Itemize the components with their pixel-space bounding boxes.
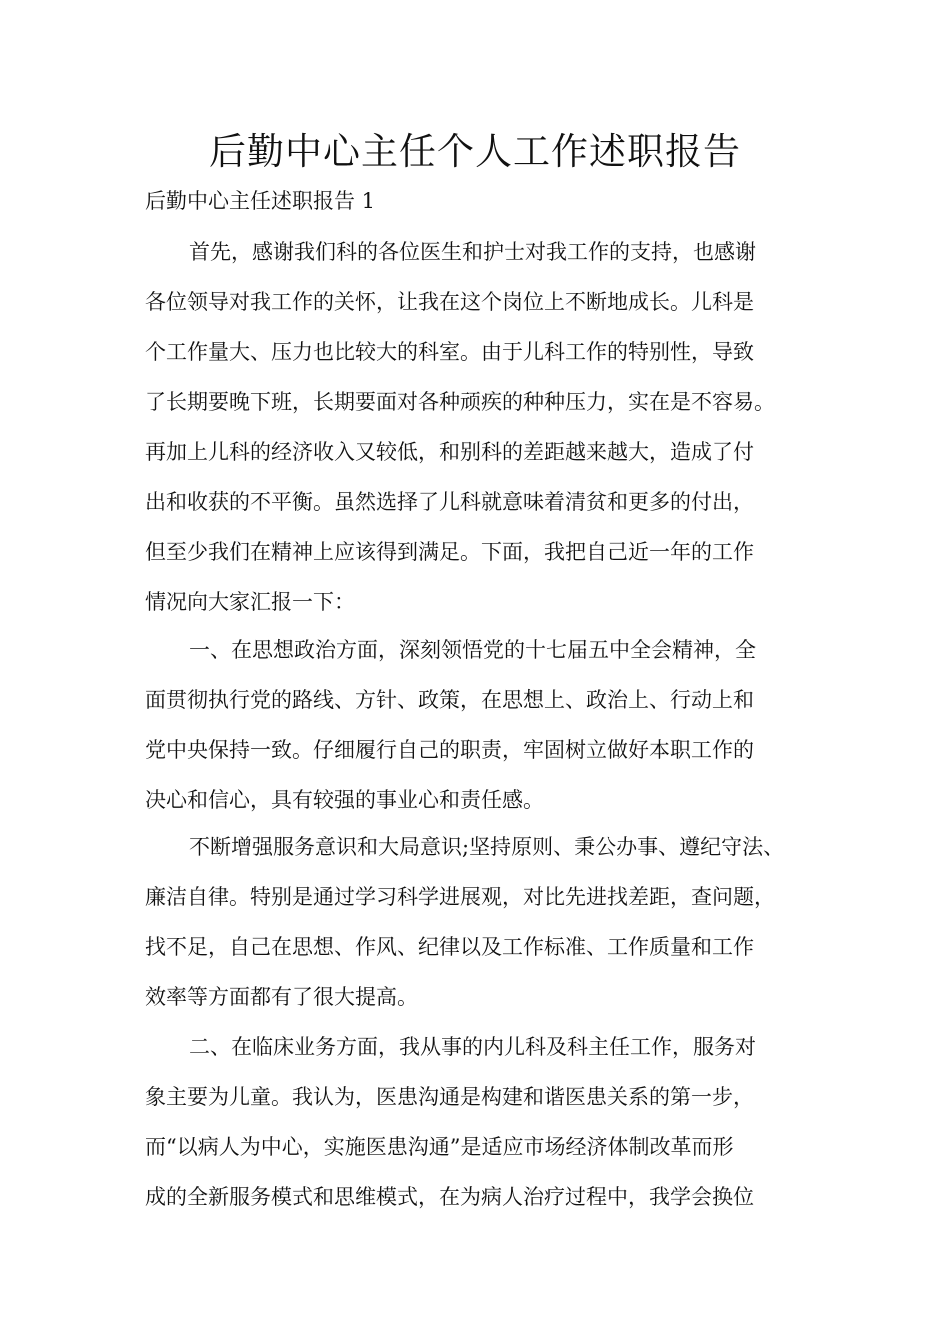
text-line: 不断增强服务意识和大局意识;坚持原则、秉公办事、遵纪守法、 <box>189 835 785 859</box>
text-line: 个工作量大、压力也比较大的科室。由于儿科工作的特别性，导致 <box>145 340 754 364</box>
text-line: 效率等方面都有了很大提高。 <box>145 985 418 1009</box>
text-line: 情况向大家汇报一下： <box>145 590 355 614</box>
text-line: 首先，感谢我们科的各位医生和护士对我工作的支持，也感谢 <box>189 240 756 264</box>
text-line: 各位领导对我工作的关怀，让我在这个岗位上不断地成长。儿科是 <box>145 290 754 314</box>
paragraph-political <box>145 625 756 825</box>
paragraph-intro <box>145 227 775 627</box>
text-line: 了长期要晚下班，长期要面对各种顽疾的种种压力，实在是不容易。 <box>145 390 775 414</box>
text-line: 而“以病人为中心，实施医患沟通”是适应市场经济体制改革而形 <box>145 1135 734 1159</box>
text-line: 出和收获的不平衡。虽然选择了儿科就意味着清贫和更多的付出， <box>145 490 754 514</box>
paragraph-clinical <box>145 1022 756 1222</box>
text-line: 象主要为儿童。我认为，医患沟通是构建和谐医患关系的第一步， <box>145 1085 754 1109</box>
text-line: 成的全新服务模式和思维模式，在为病人治疗过程中，我学会换位 <box>145 1185 754 1209</box>
text-line: 面贯彻执行党的路线、方针、政策，在思想上、政治上、行动上和 <box>145 688 754 712</box>
document-subtitle: 后勤中心主任述职报告 1 <box>145 189 376 213</box>
paragraph-service <box>145 822 784 1022</box>
text-line: 找不足，自己在思想、作风、纪律以及工作标准、工作质量和工作 <box>145 935 754 959</box>
text-line: 决心和信心，具有较强的事业心和责任感。 <box>145 788 544 812</box>
text-line: 党中央保持一致。仔细履行自己的职责，牢固树立做好本职工作的 <box>145 738 754 762</box>
text-line: 廉洁自律。特别是通过学习科学进展观，对比先进找差距，查问题， <box>145 885 775 909</box>
text-line: 二、在临床业务方面，我从事的内儿科及科主任工作，服务对 <box>189 1035 756 1059</box>
document-title: 后勤中心主任个人工作述职报告 <box>209 130 741 173</box>
text-line: 一、在思想政治方面，深刻领悟党的十七届五中全会精神，全 <box>189 638 756 662</box>
text-line: 但至少我们在精神上应该得到满足。下面，我把自己近一年的工作 <box>145 540 754 564</box>
text-line: 再加上儿科的经济收入又较低，和别科的差距越来越大，造成了付 <box>145 440 754 464</box>
